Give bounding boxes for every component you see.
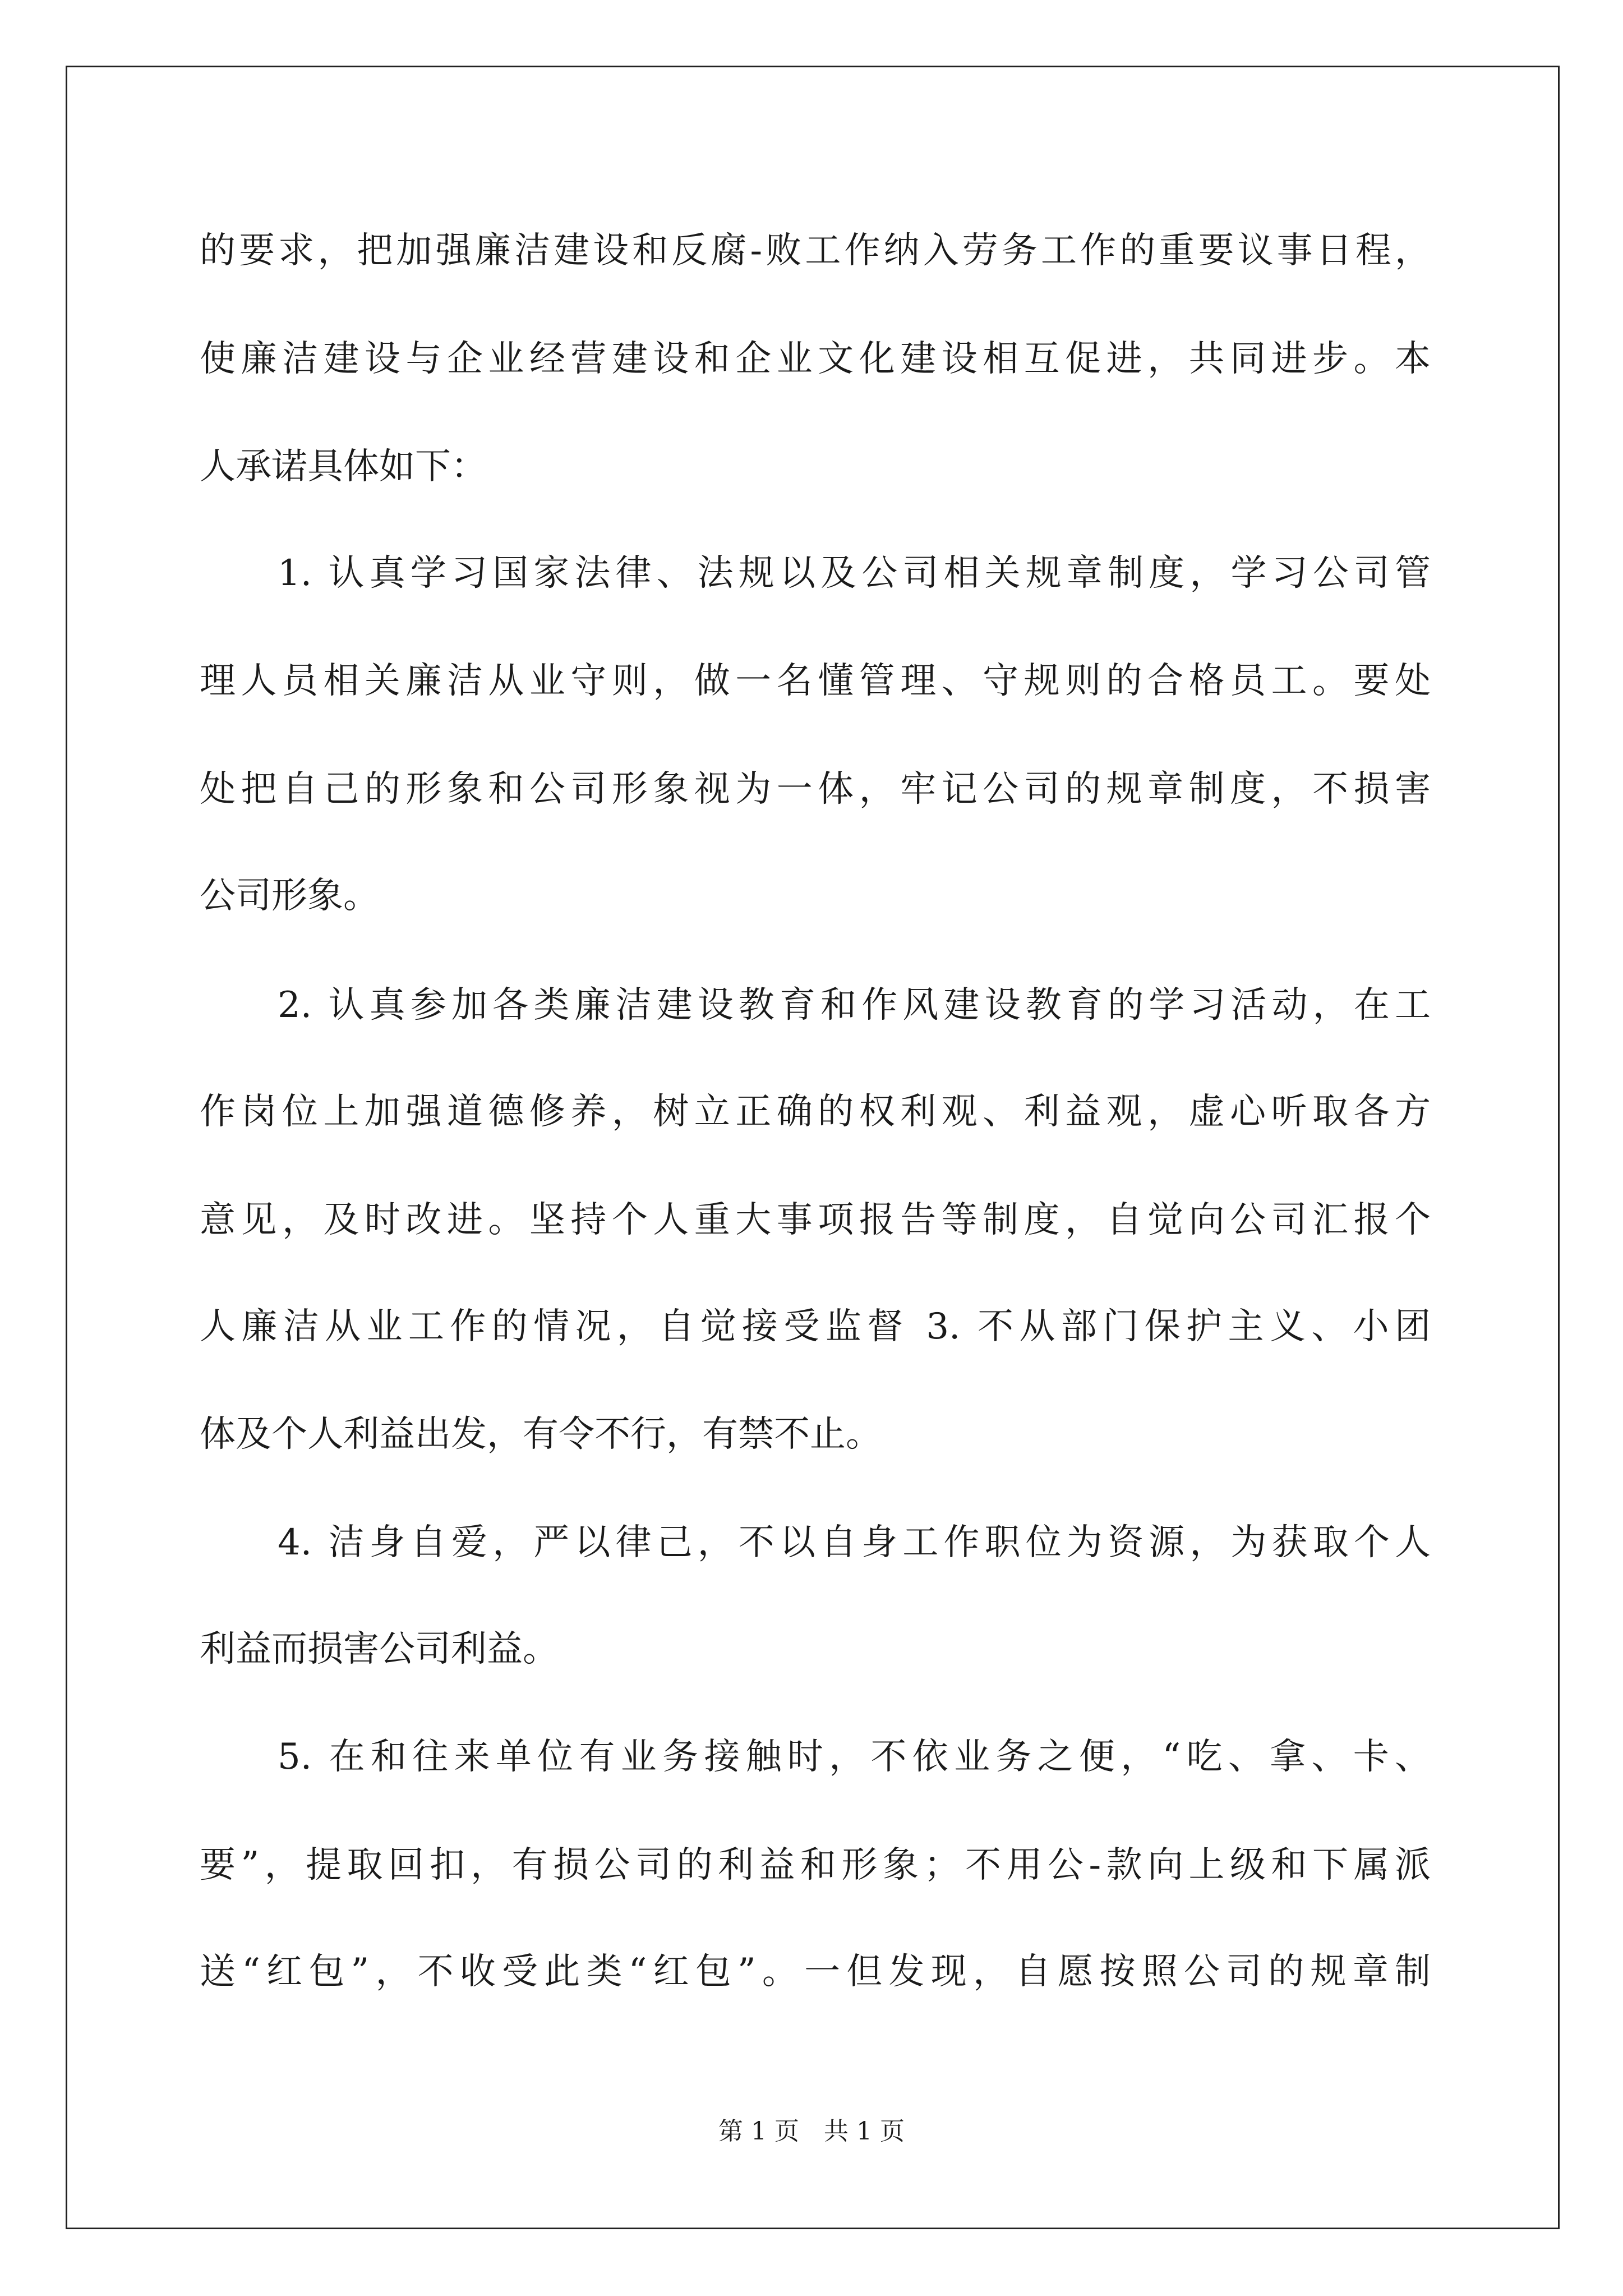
text-line: 作岗位上加强道德修养，树立正确的权利观、利益观，虚心听取各方: [200, 1091, 1431, 1133]
text-line: 意见，及时改进。坚持个人重大事项报告等制度，自觉向公司汇报个: [200, 1199, 1431, 1241]
text-line: 4. 洁身自爱，严以律己，不以自身工作职位为资源，为获取个人: [278, 1522, 1431, 1563]
text-line: 2. 认真参加各类廉洁建设教育和作风建设教育的学习活动，在工: [278, 984, 1431, 1026]
text-line: 使廉洁建设与企业经营建设和企业文化建设相互促进，共同进步。本: [200, 338, 1431, 380]
text-line: 要”，提取回扣，有损公司的利益和形象；不用公-款向上级和下属派: [200, 1844, 1431, 1886]
text-line: 的要求，把加强廉洁建设和反腐-败工作纳入劳务工作的重要议事日程，: [200, 230, 1431, 272]
text-line: 1. 认真学习国家法律、法规以及公司相关规章制度，学习公司管: [278, 553, 1431, 594]
page-footer: 第 1 页 共 1 页: [718, 2117, 905, 2146]
text-line: 公司形象。: [200, 875, 379, 917]
text-line: 人廉洁从业工作的情况，自觉接受监督 3. 不从部门保护主义、小团: [200, 1306, 1431, 1347]
text-line: 体及个人利益出发，有令不行，有禁不止。: [200, 1414, 882, 1455]
text-line: 送“红包”，不收受此类“红包”。一但发现，自愿按照公司的规章制: [200, 1951, 1431, 1993]
text-line: 理人员相关廉洁从业守则，做一名懂管理、守规则的合格员工。要处: [200, 660, 1431, 702]
page-border: [66, 66, 1560, 2229]
text-line: 处把自己的形象和公司形象视为一体，牢记公司的规章制度，不损害: [200, 769, 1431, 810]
text-line: 利益而损害公司利益。: [200, 1628, 559, 1670]
text-line: 人承诺具体如下：: [200, 446, 487, 487]
text-line: 5. 在和往来单位有业务接触时，不依业务之便，“吃、拿、卡、: [278, 1736, 1431, 1778]
